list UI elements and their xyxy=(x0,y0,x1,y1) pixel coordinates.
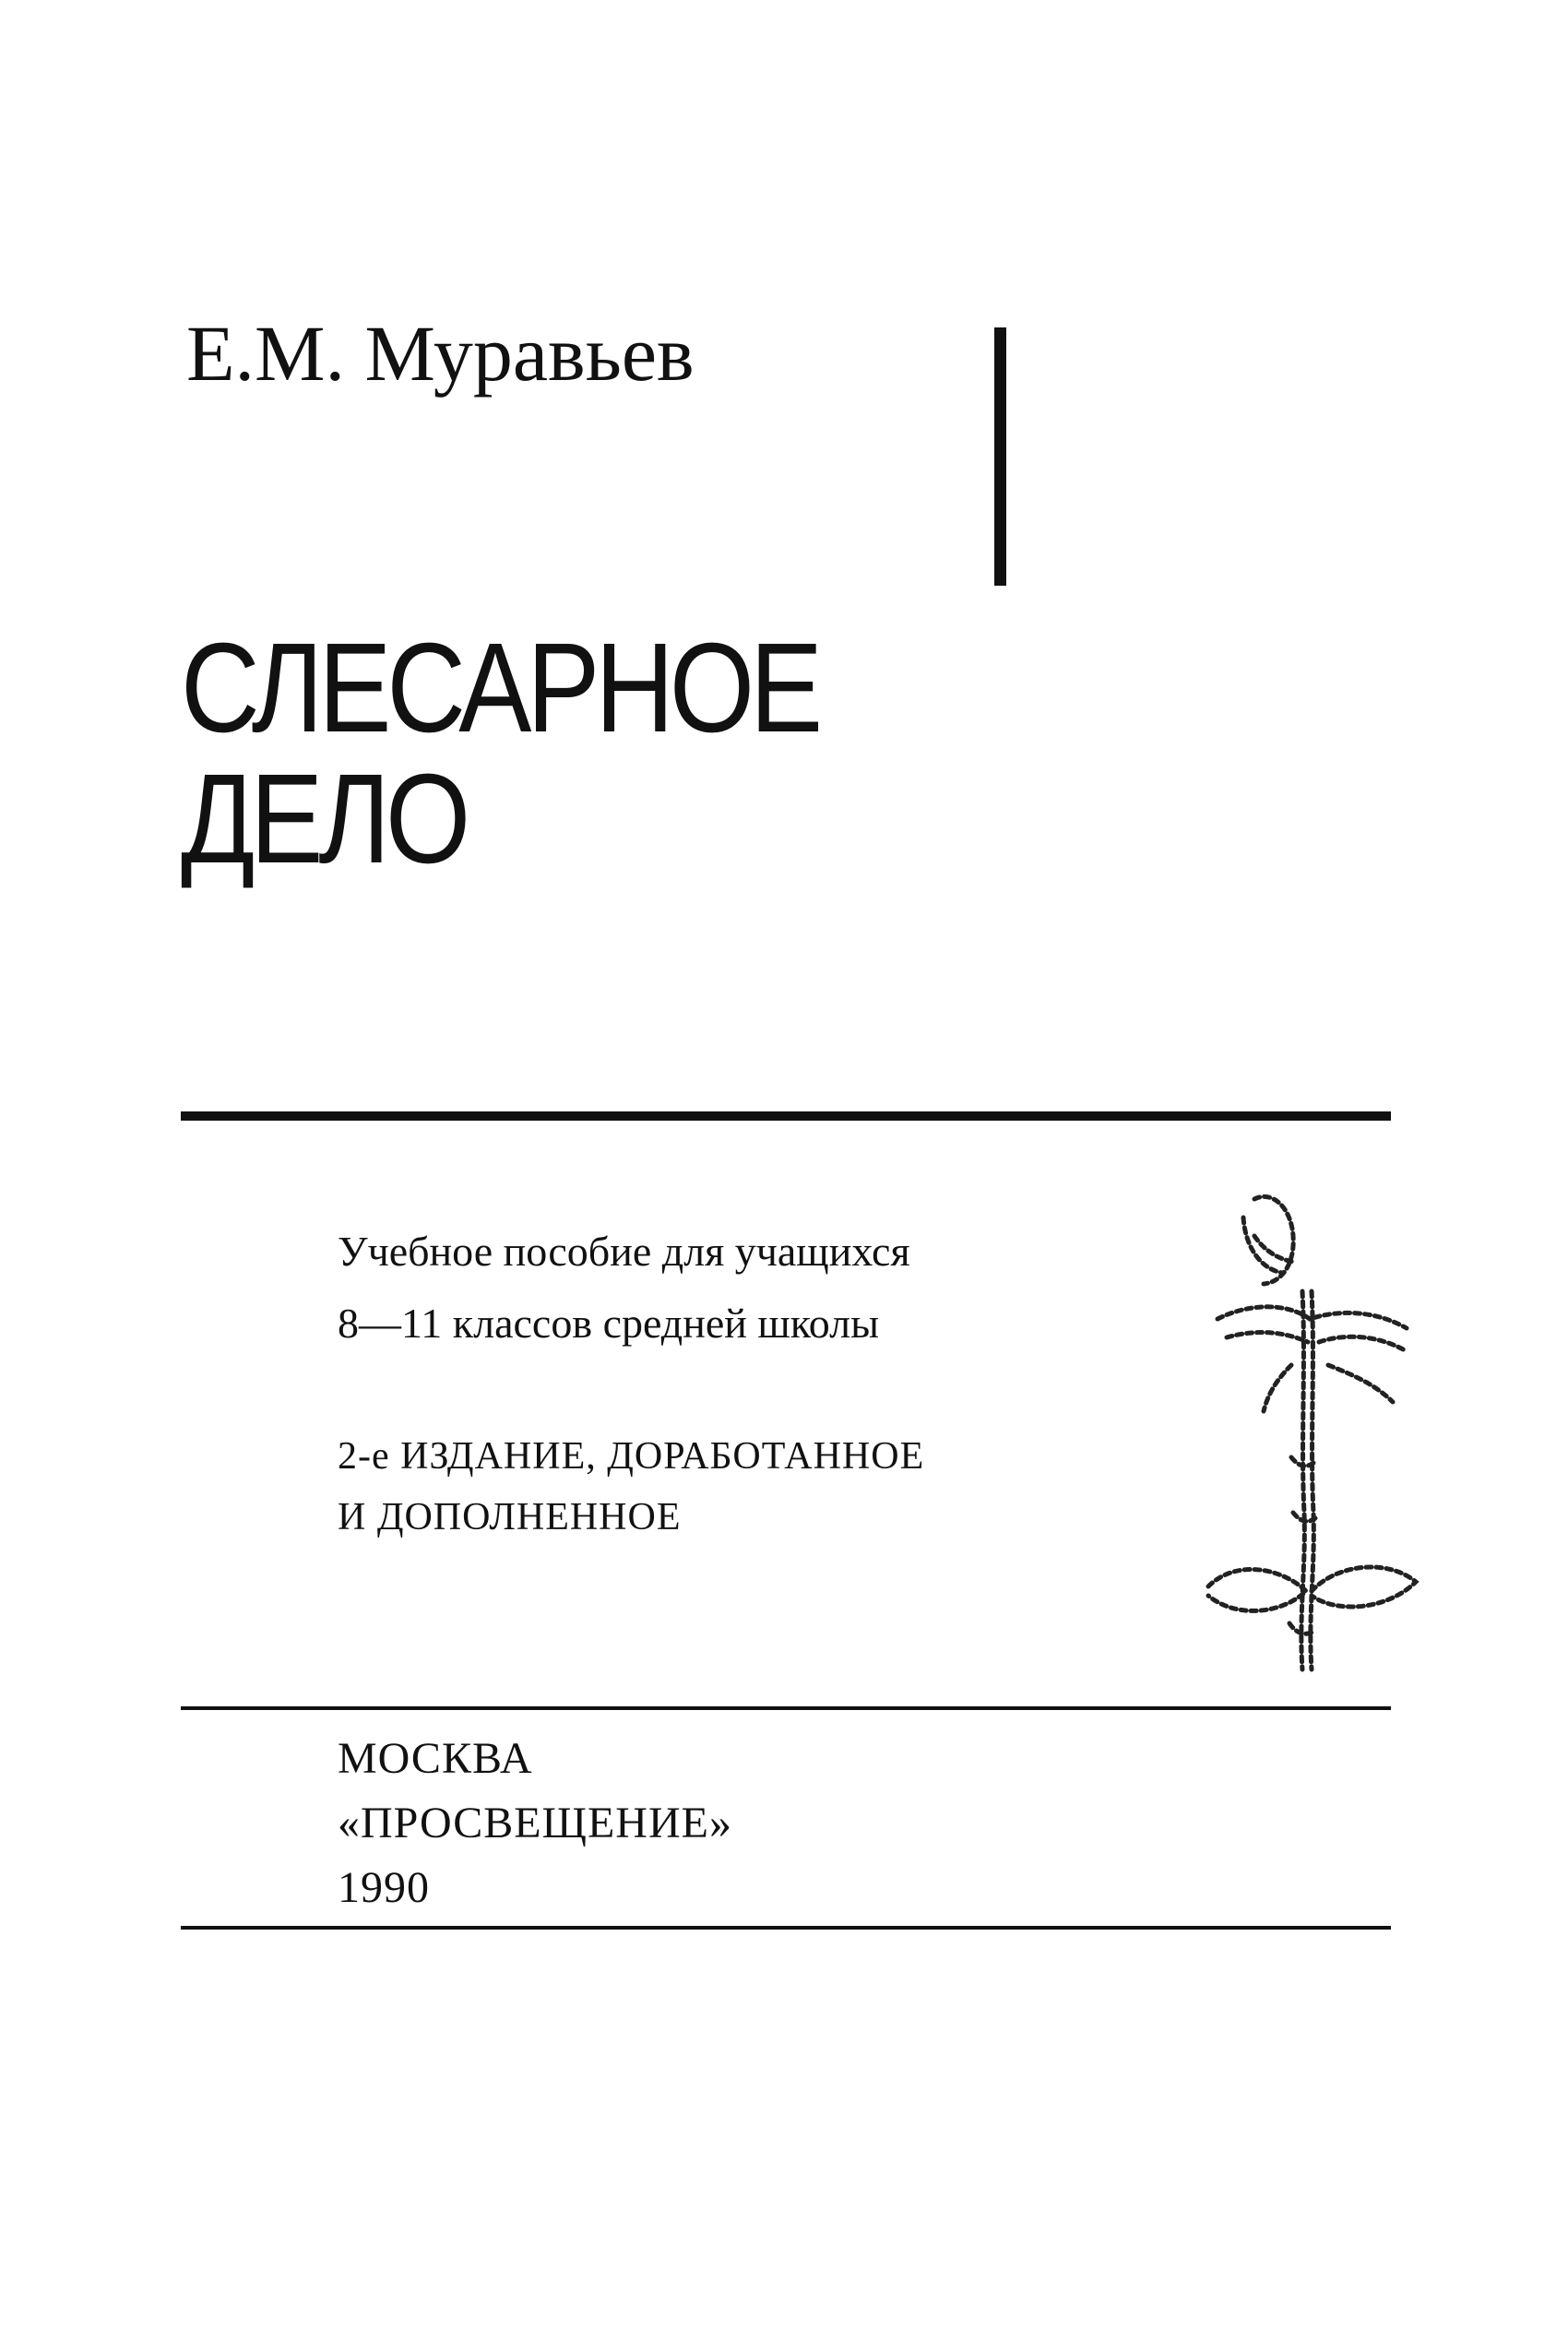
author-name: Е.М. Муравьев xyxy=(186,309,695,398)
publisher-imprint xyxy=(338,1727,732,1920)
book-subtitle xyxy=(338,1216,910,1360)
thick-horizontal-rule xyxy=(181,1111,1391,1121)
imprint-publisher: «ПРОСВЕЩЕНИЕ» xyxy=(338,1799,732,1847)
thin-horizontal-rule-bottom xyxy=(181,1926,1391,1930)
subtitle-line-2: 8—11 классов средней школы xyxy=(338,1300,880,1347)
edition-note xyxy=(338,1426,924,1548)
book-title xyxy=(181,617,818,890)
vertical-bar-divider xyxy=(994,327,1006,586)
edition-line-1: 2-е ИЗДАНИЕ, ДОРАБОТАННОЕ xyxy=(338,1435,925,1478)
book-title-line-1: СЛЕСАРНОЕ xyxy=(181,617,818,759)
imprint-year: 1990 xyxy=(338,1863,430,1912)
imprint-city: МОСКВА xyxy=(338,1734,533,1783)
book-title-line-2: ДЕЛО xyxy=(181,748,467,890)
thin-horizontal-rule-top xyxy=(181,1706,1391,1710)
subtitle-line-1: Учебное пособие для учащихся xyxy=(338,1228,910,1275)
plant-sprout-emblem-icon xyxy=(1190,1181,1430,1679)
edition-line-2: И ДОПОЛНЕННОЕ xyxy=(338,1496,682,1538)
